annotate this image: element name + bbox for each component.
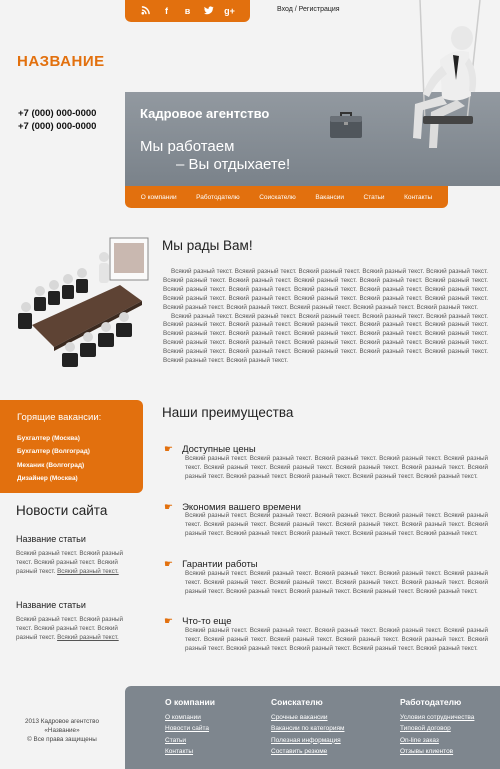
vacancy-link[interactable]: Бухгалтер (Москва) — [17, 435, 80, 442]
footer-link[interactable]: Статьи — [165, 736, 187, 744]
vacancy-link[interactable]: Механик (Волгоград) — [17, 461, 85, 469]
footer-link[interactable]: Типовой договор — [400, 725, 451, 733]
news-item-body: Всякий разный текст. Всякий разный текст. Всякий разный текст. Всякий разный текст. — [16, 550, 124, 575]
login-register-link[interactable]: Вход / Регистрация — [277, 6, 340, 13]
twitter-icon[interactable] — [203, 6, 215, 17]
footer-link[interactable]: Условия сотрудничества — [400, 714, 475, 721]
footer-col-title: О компании — [165, 697, 215, 707]
welcome-text — [163, 268, 488, 366]
welcome-paragraph: Всякий разный текст. Всякий разный текст. Всякий разный текст. Всякий разный текст. Всякий разный текст. Всякий разный текст. Всякий разный текст. Всякий разный текст. Всякий разный текст. Всякий разный текст. Всякий разный текст. Всякий разный текст. Всякий разный текст. Всякий разный текст. Всякий разный текст. Всякий разный текст. Всякий разный текст. Всякий разный текст. Всякий разный текст. Всякий разный текст. Всякий разный текст. Всякий разный текст. Всякий разный текст. Всякий разный текст. Всякий разный текст. Всякий разный текст. Всякий разный текст. — [163, 312, 488, 365]
facebook-icon[interactable]: f — [165, 6, 168, 16]
news-item-body: Всякий разный текст. Всякий разный текст. Всякий разный текст. Всякий разный текст. — [16, 616, 124, 641]
nav-item-about[interactable]: О компании — [140, 193, 177, 201]
news-item-more-link[interactable]: Всякий разный текст. — [57, 634, 119, 641]
footer-link[interactable]: Вакансии по категориям — [271, 725, 345, 733]
pointing-hand-icon: ☛ — [164, 444, 173, 455]
nav-item-contacts[interactable]: Контакты — [404, 193, 433, 201]
footer-col-title: Работодателю — [400, 697, 462, 707]
google-plus-icon[interactable]: g+ — [224, 6, 235, 16]
vacancy-link[interactable]: Дизайнер (Москва) — [17, 474, 78, 482]
vacancy-link[interactable]: Бухгалтер (Волгоград) — [17, 448, 90, 456]
footer-link[interactable]: On-line заказ — [400, 736, 439, 744]
footer-link[interactable]: Составить резюме — [271, 747, 328, 755]
nav-item-vacancies[interactable]: Вакансии — [315, 193, 344, 201]
footer-link[interactable]: Контакты — [165, 747, 194, 755]
meeting-illustration — [10, 235, 152, 370]
news-item-text — [16, 549, 124, 576]
footer-col-about — [165, 697, 215, 757]
advantage-title: Экономия вашего времени — [182, 502, 301, 513]
nav-item-jobseeker[interactable]: Соискателю — [259, 193, 296, 201]
swing-figure-illustration — [395, 0, 500, 160]
advantage-text: Всякий разный текст. Всякий разный текст. Всякий разный текст. Всякий разный текст. Всякий разный текст. Всякий разный текст. Всякий разный текст. Всякий разный текст. Всякий разный текст. Всякий разный текст. Всякий разный текст. Всякий разный текст. Всякий разный текст. Всякий разный текст. — [185, 570, 488, 595]
rss-icon[interactable] — [140, 6, 152, 17]
footer-copyright — [16, 717, 108, 744]
footer-link[interactable]: Срочные вакансии — [271, 714, 328, 721]
advantage-text: Всякий разный текст. Всякий разный текст. Всякий разный текст. Всякий разный текст. Всякий разный текст. Всякий разный текст. Всякий разный текст. Всякий разный текст. Всякий разный текст. Всякий разный текст. Всякий разный текст. Всякий разный текст. Всякий разный текст. Всякий разный текст. — [185, 512, 488, 537]
copyright-line: © Все права защищены — [27, 736, 97, 743]
news-item-more-link[interactable]: Всякий разный текст. — [57, 568, 119, 575]
advantage-text: Всякий разный текст. Всякий разный текст. Всякий разный текст. Всякий разный текст. Всякий разный текст. Всякий разный текст. Всякий разный текст. Всякий разный текст. Всякий разный текст. Всякий разный текст. Всякий разный текст. Всякий разный текст. Всякий разный текст. Всякий разный текст. — [185, 627, 488, 652]
briefcase-illustration — [328, 111, 364, 141]
advantage-title: Доступные цены — [182, 444, 256, 455]
footer-col-title: Соискателю — [271, 697, 323, 707]
social-bar — [125, 0, 250, 22]
advantage-title: Гарантии работы — [182, 559, 258, 570]
footer-link[interactable]: Полезная информация — [271, 736, 341, 744]
news-item-title[interactable]: Название статьи — [16, 600, 86, 610]
pointing-hand-icon: ☛ — [164, 616, 173, 627]
footer-link[interactable]: Отзывы клиентов — [400, 747, 454, 755]
advantage-item — [164, 437, 256, 456]
copyright-line: 2013 Кадровое агентство «Название» — [25, 718, 99, 734]
nav-item-employer[interactable]: Работодателю — [196, 193, 240, 201]
footer-col-employer — [400, 697, 474, 757]
footer-link[interactable]: О компании — [165, 714, 201, 721]
footer-col-jobseeker — [271, 697, 344, 757]
pointing-hand-icon: ☛ — [164, 559, 173, 570]
footer-link[interactable]: Новости сайта — [165, 725, 209, 733]
site-logo[interactable]: НАЗВАНИЕ — [17, 53, 105, 70]
news-item — [16, 600, 124, 642]
news-item-title[interactable]: Название статьи — [16, 534, 86, 544]
news-item-text — [16, 615, 124, 642]
phone-number: +7 (000) 000-0000 — [18, 121, 97, 132]
banner-slogan-line1: Мы работаем — [140, 138, 235, 155]
banner-title: Кадровое агентство — [140, 106, 270, 121]
advantage-item — [164, 609, 232, 628]
advantage-title: Что-то еще — [182, 616, 232, 627]
welcome-paragraph: Всякий разный текст. Всякий разный текст. Всякий разный текст. Всякий разный текст. Всякий разный текст. Всякий разный текст. Всякий разный текст. Всякий разный текст. Всякий разный текст. Всякий разный текст. Всякий разный текст. Всякий разный текст. Всякий разный текст. Всякий разный текст. Всякий разный текст. Всякий разный текст. Всякий разный текст. Всякий разный текст. Всякий разный текст. Всякий разный текст. Всякий разный текст. Всякий разный текст. Всякий разный текст. Всякий разный текст. Всякий разный текст. — [163, 268, 488, 311]
welcome-heading: Мы рады Вам! — [162, 238, 253, 253]
banner-slogan-line2: – Вы отдыхаете! — [176, 156, 291, 173]
hot-vacancies-list — [17, 432, 90, 485]
hot-vacancies-title: Горящие вакансии: — [17, 412, 102, 423]
news-item — [16, 534, 124, 576]
pointing-hand-icon: ☛ — [164, 502, 173, 513]
phone-number: +7 (000) 000-0000 — [18, 108, 97, 119]
main-nav — [125, 186, 448, 208]
advantage-item — [164, 552, 258, 571]
nav-item-articles[interactable]: Статьи — [363, 193, 385, 201]
phone-numbers — [18, 107, 96, 133]
news-heading: Новости сайта — [16, 503, 108, 518]
vkontakte-icon[interactable]: в — [184, 6, 191, 16]
advantages-heading: Наши преимущества — [162, 405, 294, 420]
advantage-text: Всякий разный текст. Всякий разный текст. Всякий разный текст. Всякий разный текст. Всякий разный текст. Всякий разный текст. Всякий разный текст. Всякий разный текст. Всякий разный текст. Всякий разный текст. Всякий разный текст. Всякий разный текст. Всякий разный текст. Всякий разный текст. — [185, 455, 488, 480]
